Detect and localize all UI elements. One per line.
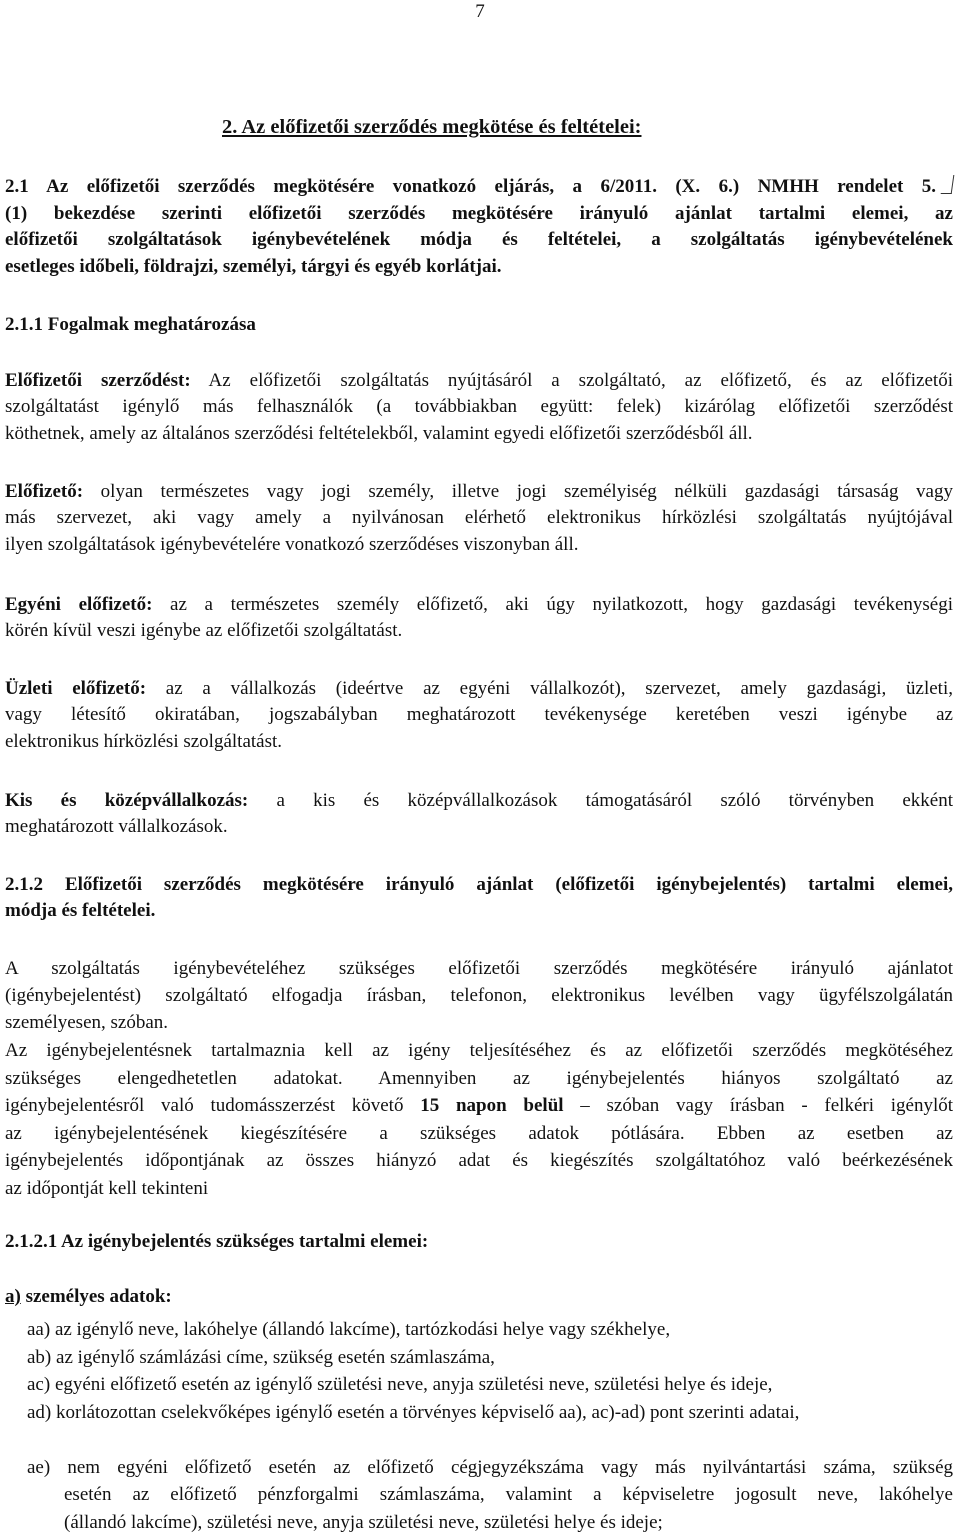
- text-line: meghatározott vállalkozások.: [5, 816, 228, 838]
- text-line: vagy létesítő okiratában, jogszabályban meghatározott tevékenysége keretében veszi igénybe az: [5, 704, 953, 726]
- text-line: ilyen szolgáltatások igénybevételére vonatkozó szerződéses viszonyban áll.: [5, 533, 579, 555]
- section-2-1-2-1-title: 2.1.2.1 Az igénybejelentés szükséges tartalmi elemei:: [5, 1231, 429, 1252]
- text-line: módja és feltételei.: [5, 900, 156, 922]
- text-line: 2.1.2 Előfizetői szerződés megkötésére irányuló ajánlat (előfizetői igénybejelentés) tartalmi elemei,: [5, 874, 953, 895]
- text-line: személyesen, szóban.: [5, 1012, 169, 1033]
- definition-subscriber-contract: [5, 368, 953, 447]
- text-line: szolgáltatást igénylő más felhasználók (a továbbiakban együtt: felek) kizárólag előfizetői szerződést: [5, 396, 953, 418]
- section-2-1-1-title: 2.1.1 Fogalmak meghatározása: [5, 314, 256, 335]
- list-item: ab) az igénylő számlázási címe, szükség esetén számlaszáma,: [27, 1346, 495, 1368]
- text-line: szükséges elengedhetetlen adatokat. Amennyiben az igénybejelentés hiányos szolgáltató az: [5, 1067, 953, 1089]
- definition-term: Előfizető:: [5, 481, 84, 502]
- text-line: Egyéni előfizető: az a természetes személy előfizető, aki úgy nyilatkozott, hogy gazdasági tevékenységi: [5, 594, 953, 615]
- text-line: elektronikus hírközlési szolgáltatást.: [5, 730, 283, 752]
- text-line: esetén az előfizető pénzforgalmi számlaszáma, valamint a képviseletre jogosult neve, lakóhelye: [64, 1484, 953, 1506]
- text-line: az igénybejelentésének kiegészítésére a szükséges adatok pótlására. Ebben az esetben az: [5, 1122, 953, 1144]
- text-line: körén kívül veszi igénybe az előfizetői szolgáltatást.: [5, 620, 403, 642]
- text-line: (igénybejelentést) szolgáltató elfogadja írásban, telefonon, elektronikus levélben vagy ügyfélszolgálatán: [5, 985, 953, 1006]
- definition-term: Kis és középvállalkozás:: [5, 790, 249, 811]
- list-item: ac) egyéni előfizető esetén az igénylő születési neve, anyja születési neve, születési helye és ideje,: [27, 1374, 773, 1395]
- text-line: A szolgáltatás igénybevételéhez szükséges előfizetői szerződés megkötésére irányuló ajánlatot: [5, 958, 953, 979]
- text-line: igénybejelentés időpontjának az összes hiányzó adat és kiegészítés szolgáltatóhoz való beérkezésének: [5, 1150, 953, 1172]
- text-line: más szervezet, aki vagy amely a nyilvánosan elérhető elektronikus hírközlési szolgáltatás nyújtójával: [5, 507, 953, 529]
- text-line: igénybejelentésről való tudomásszerzést követő 15 napon belül – szóban vagy írásban - felkéri igénylőt: [5, 1095, 954, 1117]
- definition-term: Üzleti előfizető:: [5, 678, 147, 699]
- section-2-1-2-title: [5, 872, 953, 925]
- text-line: Kis és középvállalkozás: a kis és középvállalkozások támogatásáról szóló törvényben ekként: [5, 790, 953, 811]
- page-number: 7: [475, 1, 485, 22]
- section-heading: 2. Az előfizetői szerződés megkötése és feltételei:: [222, 116, 642, 138]
- definition-term: Egyéni előfizető:: [5, 594, 153, 615]
- paragraph-request-content: [5, 1037, 953, 1203]
- edit-mark-icon: [941, 175, 955, 194]
- section-2-1-title: [5, 174, 953, 280]
- text-line: köthetnek, amely az általános szerződési feltételekből, valamint egyedi előfizetői szerződésből áll.: [5, 422, 753, 444]
- text-line: (állandó lakcíme), születési neve, anyja születési neve, születési helye és ideje;: [64, 1511, 663, 1533]
- text-line: esetleges időbeli, földrajzi, személyi, tárgyi és egyéb korlátjai.: [5, 255, 502, 277]
- text-line: Az igénybejelentésnek tartalmaznia kell az igény teljesítéséhez és az előfizetői szerződés megkötéséhez: [5, 1040, 953, 1061]
- text-line: Üzleti előfizető: az a vállalkozás (ideértve az egyéni vállalkozót), szervezet, amely gazdasági, üzleti,: [5, 678, 953, 699]
- text-line: ae) nem egyéni előfizető esetén az előfizető cégjegyzékszáma vagy más nyilvántartási száma, szükség: [27, 1457, 953, 1478]
- deadline-emphasis: 15 napon belül: [420, 1095, 564, 1117]
- list-item-ae: [27, 1454, 953, 1536]
- personal-data-list: [27, 1316, 799, 1426]
- definition-subscriber: [5, 479, 953, 558]
- text-line: (1) bekezdése szerinti előfizetői szerződés megkötésére irányuló ajánlat tartalmi elemei, az: [5, 202, 953, 224]
- text-line: az időpontját kell tekinteni: [5, 1177, 209, 1199]
- text-line: előfizetői szolgáltatások igénybevételének módja és feltételei, a szolgáltatás igénybevételének: [5, 229, 953, 250]
- definition-individual-subscriber: [5, 592, 953, 645]
- paragraph-request-channels: [5, 955, 953, 1036]
- text-line: 2.1 Az előfizetői szerződés megkötésére vonatkozó eljárás, a 6/2011. (X. 6.) NMHH rendelet 5.: [5, 174, 953, 201]
- personal-data-label: a) személyes adatok:: [5, 1286, 172, 1307]
- definition-term: Előfizetői szerződést:: [5, 370, 191, 391]
- definition-sme: [5, 788, 953, 841]
- list-item: ad) korlátozottan cselekvőképes igénylő esetén a törvényes képviselő aa), ac)-ad) pont szerinti adatai,: [27, 1401, 800, 1423]
- text-line: Előfizető: olyan természetes vagy jogi személy, illetve jogi személyiség nélküli gazdasági társaság vagy: [5, 481, 953, 502]
- list-item: aa) az igénylő neve, lakóhelye (állandó lakcíme), tartózkodási helye vagy székhelye,: [27, 1319, 671, 1340]
- list-letter: a): [5, 1286, 21, 1307]
- definition-business-subscriber: [5, 676, 953, 755]
- text-line: Előfizetői szerződést: Az előfizetői szolgáltatás nyújtásáról a szolgáltató, az előfizető, és az előfizetői: [5, 370, 953, 391]
